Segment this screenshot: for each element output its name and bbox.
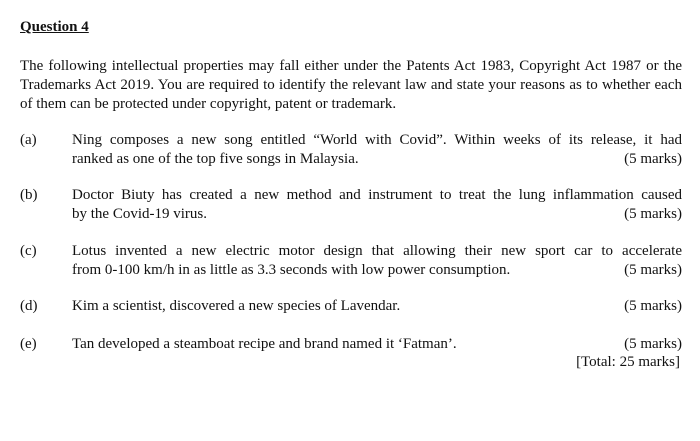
item-text [72, 242, 682, 280]
item-marks: (5 marks) [624, 298, 682, 314]
item-text [72, 186, 682, 224]
total-marks: [Total: 25 marks] [576, 354, 680, 370]
item-text-line-1: Ning composes a new song entitled “World with Covid”. Within weeks of its release, it had [72, 132, 682, 148]
item-label: (a) [20, 132, 37, 148]
item-label: (e) [20, 336, 37, 352]
item-text [72, 131, 682, 169]
item-marks: (5 marks) [624, 336, 682, 352]
question-item-d [20, 297, 682, 316]
item-label: (c) [20, 243, 37, 259]
question-item-b [20, 186, 682, 224]
item-marks: (5 marks) [624, 151, 682, 167]
question-heading: Question 4 [20, 19, 89, 35]
item-text-line-2: ranked as one of the top five songs in Malaysia. [72, 151, 359, 167]
item-text-line-2: by the Covid-19 virus. [72, 206, 207, 222]
item-text [72, 297, 682, 316]
item-text-line-1: Kim a scientist, discovered a new species of Lavendar. [72, 298, 401, 314]
question-item-a [20, 131, 682, 169]
item-text-line-1: Doctor Biuty has created a new method and instrument to treat the lung inflammation caused [72, 187, 682, 203]
item-label: (b) [20, 187, 38, 203]
item-text-line-2: from 0-100 km/h in as little as 3.3 seconds with low power consumption. [72, 262, 511, 278]
item-marks: (5 marks) [624, 206, 682, 222]
question-item-e [20, 335, 682, 354]
item-text [72, 335, 682, 354]
item-text-line-1: Tan developed a steamboat recipe and brand named it ‘Fatman’. [72, 336, 457, 352]
question-item-c [20, 242, 682, 280]
item-text-line-1: Lotus invented a new electric motor design that allowing their new sport car to accelerate [72, 243, 682, 259]
question-intro: The following intellectual properties may fall either under the Patents Act 1983, Copyright Act 1987 or the Trademarks Act 2019. You are required to identify the relevant law and state your reasons as to whether each of them can be protected under copyright, patent or trademark. [20, 58, 682, 112]
item-label: (d) [20, 298, 38, 314]
item-marks: (5 marks) [624, 262, 682, 278]
